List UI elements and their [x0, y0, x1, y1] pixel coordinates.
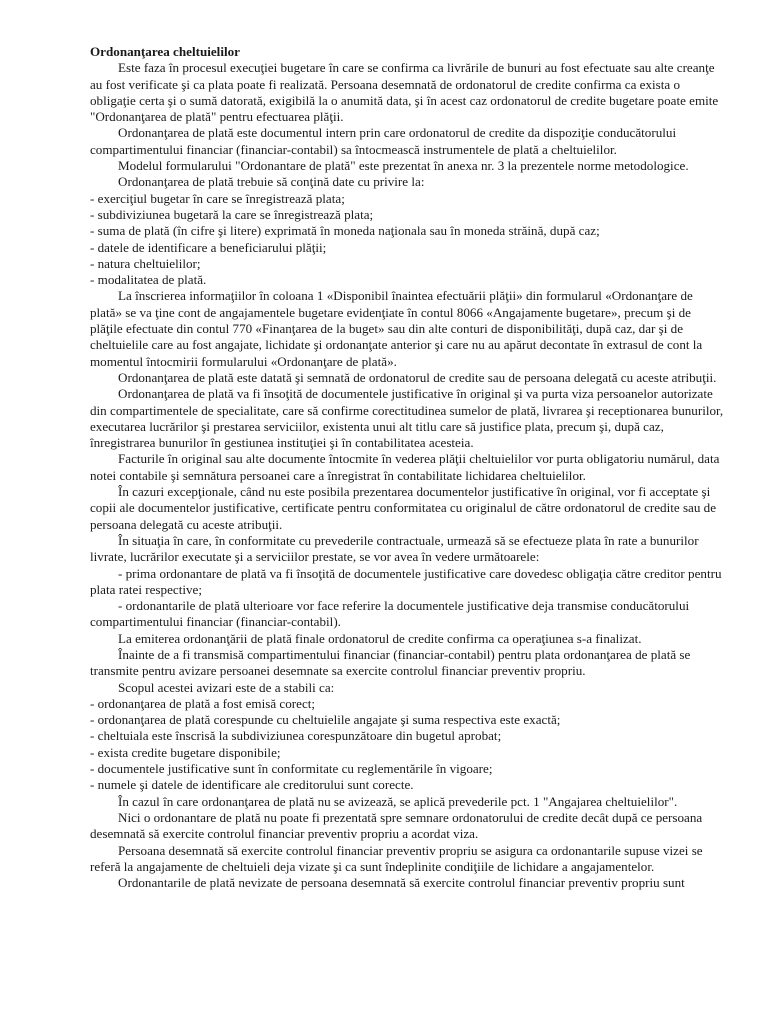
list-item: - cheltuiala este înscrisă la subdiviziunea corespunzătoare din bugetul aprobat; [90, 728, 502, 744]
list-item: - datele de identificare a beneficiarului plăţii; [90, 239, 327, 255]
paragraph: - prima ordonantare de plată va fi însoţită de documentele justificative care dovedesc obligaţia către creditor pentru plata ratei respective; [90, 565, 722, 597]
list-item: - natura cheltuielilor; [90, 255, 201, 271]
paragraph: Scopul acestei avizari este de a stabili ca: [118, 679, 335, 695]
document-body [90, 60, 724, 891]
document-title: Ordonanţarea cheltuielilor [90, 44, 240, 59]
list-item: - subdiviziunea bugetară la care se înregistrează plata; [90, 206, 374, 222]
paragraph: Înainte de a fi transmisă compartimentului financiar (financiar-contabil) pentru plata ordonanţarea de plată se transmite pentru avizare persoanei desemnate sa exercite controlul financiar preventiv propriu. [90, 646, 691, 679]
paragraph: Modelul formularului "Ordonantare de plată" este prezentat în anexa nr. 3 la prezentele norme metodologice. [118, 158, 689, 174]
paragraph: În situaţia în care, în conformitate cu prevederile contractuale, urmează să se efectueze plata în rate a bunurilor livrate, lucrărilor executate şi a serviciilor prestate, se vor avea în vedere următoarele: [90, 532, 699, 565]
paragraph: Facturile în original sau alte documente întocmite în vederea plăţii cheltuielilor vor purta obligatoriu numărul, data notei contabile şi semnătura persoanei care a înregistrat în contabilitate lichidarea cheltuielilor. [90, 451, 720, 483]
list-item: - modalitatea de plată. [90, 272, 207, 288]
paragraph: Este faza în procesul execuţiei bugetare în care se confirma ca livrările de bunuri au fost efectuate sau alte creanţe au fost verificate şi ca plata poate fi realizată. Persoana desemnată de ordonatorul de credite confirma ca exista o obligaţie certa şi o sumă datorată, exigibilă la o anumită data, şi în acest caz ordonatorul de credite bugetare poate emite "Ordonanţarea de plată" pentru efectuarea plăţii. [90, 60, 719, 125]
list-item: - ordonanţarea de plată corespunde cu cheltuielile angajate şi suma respectiva este exactă; [90, 712, 561, 728]
list-item: - documentele justificative sunt în conformitate cu reglementările în vigoare; [90, 761, 493, 777]
paragraph: Nici o ordonantare de plată nu poate fi prezentată spre semnare ordonatorului de credite decât după ce persoana desemnată să exercite controlul financiar preventiv propriu a acordat viza. [90, 809, 703, 842]
paragraph: În cazul în care ordonanţarea de plată nu se avizează, se aplică prevederile pct. 1 "Angajarea cheltuielilor". [118, 793, 678, 809]
paragraph: Ordonanţarea de plată va fi însoţită de documentele justificative în original şi va purta viza persoanelor autorizate din compartimentele de specialitate, care să confirme corectitudinea sumelor de plată, livrarea şi receptionarea bunurilor, executarea lucrărilor şi prestarea serviciilor, existenta unui alt titlu care să justifice plata, precum şi, după caz, înregistrarea bunurilor în gestiunea instituţiei şi în contabilitatea acesteia. [90, 386, 724, 451]
paragraph: - ordonantarile de plată ulterioare vor face referire la documentele justificative deja transmise conducătorului compartimentului financiar (financiar-contabil). [90, 598, 690, 630]
paragraph: Ordonanţarea de plată este documentul intern prin care ordonatorul de credite da dispoziţie conducătorului compartimentului financiar (financiar-contabil) sa întocmească instrumentele de plată a cheltuielilor. [90, 125, 677, 157]
document-page [90, 44, 724, 891]
paragraph: Ordonantarile de plată nevizate de persoana desemnată să exercite controlul financiar preventiv propriu sunt [118, 875, 685, 891]
paragraph: La emiterea ordonanţării de plată finale ordonatorul de credite confirma ca operaţiunea s-a finalizat. [118, 630, 642, 646]
list-item: - ordonanţarea de plată a fost emisă corect; [90, 695, 316, 711]
paragraph: Ordonanţarea de plată trebuie să conţină date cu privire la: [118, 174, 425, 190]
list-item: - exista credite bugetare disponibile; [90, 744, 281, 760]
paragraph: La înscrierea informaţiilor în coloana 1 «Disponibil înaintea efectuării plăţii» din formularul «Ordonanţare de plată» se va ţine cont de angajamentele bugetare evidenţiate în contul 8066 «Angajamente bugetare», precum şi de plăţile efectuate din contul 770 «Finanţarea de la buget» sau din alte conturi de disponibilităţi, după caz, dar şi de cheltuielile care au fost angajate, lichidate şi ordonanţate anterior şi care nu au apărut decontate în extrasul de cont la momentul întocmirii formularului «Ordonanţare de plată». [90, 288, 703, 369]
paragraph: Ordonanţarea de plată este datată şi semnată de ordonatorul de credite sau de persoana delegată cu aceste atribuţii. [118, 369, 717, 385]
paragraph: În cazuri excepţionale, când nu este posibila prezentarea documentelor justificative în original, vor fi acceptate şi copii ale documentelor justificative, certificate pentru conformitatea cu originalul de către ordonatorul de credite sau de persoana delegată cu aceste atribuţii. [90, 484, 717, 532]
list-item: - numele şi datele de identificare ale creditorului sunt corecte. [90, 777, 414, 793]
list-item: - suma de plată (în cifre şi litere) exprimată în moneda naţionala sau în moneda străină, după caz; [90, 223, 600, 239]
list-item: - exerciţiul bugetar în care se înregistrează plata; [90, 190, 345, 206]
paragraph: Persoana desemnată să exercite controlul financiar preventiv propriu se asigura ca ordonantarile supuse vizei se referă la angajamente de cheltuieli deja vizate şi ca sunt îndeplinite condiţiile de lichidare a angajamentelor. [90, 842, 703, 874]
